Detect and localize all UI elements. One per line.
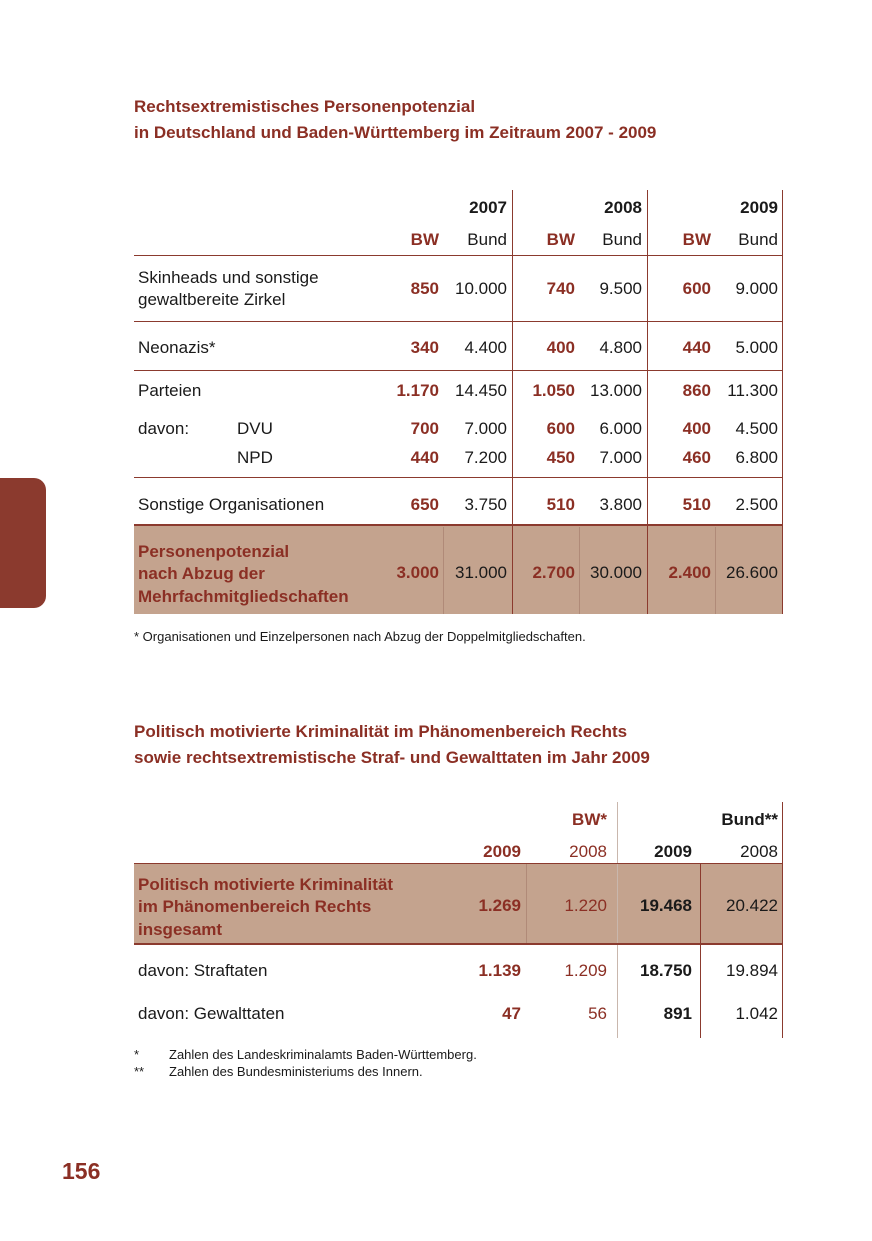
table2-year: 2008 bbox=[740, 842, 778, 861]
row-label: Skinheads und sonstige bbox=[138, 268, 319, 287]
value-cell: 6.000 bbox=[599, 419, 642, 438]
table2-total-label: im Phänomenbereich Rechts bbox=[138, 897, 372, 916]
value-cell: 440 bbox=[682, 338, 711, 357]
value-cell: 4.400 bbox=[464, 338, 507, 357]
row-label: Sonstige Organisationen bbox=[138, 495, 325, 514]
page-number: 156 bbox=[62, 1158, 101, 1184]
value-cell: 4.800 bbox=[599, 338, 642, 357]
value-cell: 3.750 bbox=[464, 495, 507, 514]
table2-title bbox=[134, 719, 650, 771]
value-cell: 7.000 bbox=[599, 448, 642, 467]
value-cell: 47 bbox=[502, 1004, 521, 1023]
table1-subheader-bw: BW bbox=[682, 230, 711, 249]
value-cell: 1.139 bbox=[478, 961, 521, 980]
chapter-tab-marker bbox=[0, 478, 46, 608]
table1-subheader-bund: Bund bbox=[467, 230, 507, 249]
value-cell: 9.000 bbox=[735, 279, 778, 298]
value-cell: 1.209 bbox=[564, 961, 607, 980]
value-cell: 400 bbox=[546, 338, 575, 357]
table1-rule bbox=[134, 255, 783, 256]
table2-year: 2009 bbox=[654, 842, 692, 861]
value-cell: 3.800 bbox=[599, 495, 642, 514]
table1-rule bbox=[134, 321, 783, 322]
table1-year-2009: 2009 bbox=[740, 198, 778, 217]
total-value-cell: 3.000 bbox=[396, 563, 439, 582]
table2-total-label: Politisch motivierte Kriminalität bbox=[138, 875, 394, 894]
value-cell: 700 bbox=[410, 419, 439, 438]
table1-total-label: Personenpotenzial bbox=[138, 542, 290, 561]
table1-title bbox=[134, 94, 656, 146]
table1-subheader-bw: BW bbox=[410, 230, 439, 249]
value-cell: 850 bbox=[410, 279, 439, 298]
table1-rule bbox=[134, 477, 783, 478]
table2-footnote-mark: * bbox=[134, 1047, 140, 1062]
value-cell: 460 bbox=[682, 448, 711, 467]
table2-title-line2: sowie rechtsextremistische Straf- und Gewalttaten im Jahr 2009 bbox=[134, 748, 650, 767]
value-cell: 7.200 bbox=[464, 448, 507, 467]
value-cell: 1.050 bbox=[532, 381, 575, 400]
value-cell: 740 bbox=[546, 279, 575, 298]
value-cell: 4.500 bbox=[735, 419, 778, 438]
total-value-cell: 2.400 bbox=[668, 563, 711, 582]
total-value-cell: 2.700 bbox=[532, 563, 575, 582]
table1-footnote: * Organisationen und Einzelpersonen nach Abzug der Doppelmitgliedschaften. bbox=[134, 629, 586, 644]
table1-rule bbox=[134, 524, 783, 526]
table2-group-bw: BW* bbox=[572, 810, 607, 829]
value-cell: 400 bbox=[682, 419, 711, 438]
table2-title-line1: Politisch motivierte Kriminalität im Phänomenbereich Rechts bbox=[134, 722, 628, 741]
table1-title-line1: Rechtsextremistisches Personenpotenzial bbox=[134, 97, 476, 116]
value-cell: 510 bbox=[546, 495, 575, 514]
row-label: Parteien bbox=[138, 381, 202, 400]
value-cell: 6.800 bbox=[735, 448, 778, 467]
value-cell: 10.000 bbox=[455, 279, 507, 298]
value-cell: 450 bbox=[546, 448, 575, 467]
value-cell: 9.500 bbox=[599, 279, 642, 298]
value-cell: 860 bbox=[682, 381, 711, 400]
total-value-cell: 1.269 bbox=[478, 896, 521, 915]
value-cell: 340 bbox=[410, 338, 439, 357]
value-cell: 600 bbox=[682, 279, 711, 298]
row-sublabel: DVU bbox=[237, 419, 273, 438]
table1-title-line2: in Deutschland und Baden-Württemberg im Zeitraum 2007 - 2009 bbox=[134, 123, 657, 142]
total-value-cell: 1.220 bbox=[564, 896, 607, 915]
row-label: davon: bbox=[138, 419, 190, 438]
value-cell: 1.170 bbox=[396, 381, 439, 400]
value-cell: 1.042 bbox=[735, 1004, 778, 1023]
table1-subheader-bund: Bund bbox=[738, 230, 778, 249]
table1-divider bbox=[647, 190, 648, 614]
value-cell: 440 bbox=[410, 448, 439, 467]
value-cell: 5.000 bbox=[735, 338, 778, 357]
value-cell: 11.300 bbox=[727, 381, 778, 400]
table1-subheader-bund: Bund bbox=[602, 230, 642, 249]
table2-footnote-mark: ** bbox=[134, 1064, 145, 1079]
value-cell: 14.450 bbox=[455, 381, 507, 400]
table1-year-2007: 2007 bbox=[469, 198, 507, 217]
table2-footnote-text: Zahlen des Landeskriminalamts Baden-Württemberg. bbox=[169, 1047, 477, 1062]
total-value-cell: 26.600 bbox=[726, 563, 778, 582]
total-value-cell: 30.000 bbox=[590, 563, 642, 582]
table2-footnote-text: Zahlen des Bundesministeriums des Innern. bbox=[169, 1064, 423, 1079]
value-cell: 2.500 bbox=[735, 495, 778, 514]
table2-rule bbox=[134, 863, 783, 864]
value-cell: 56 bbox=[588, 1004, 607, 1023]
table1-subheader-bw: BW bbox=[546, 230, 575, 249]
table2-year: 2008 bbox=[569, 842, 607, 861]
table2-year: 2009 bbox=[483, 842, 521, 861]
total-value-cell: 31.000 bbox=[455, 563, 507, 582]
table1-total-label: Mehrfachmitgliedschaften bbox=[138, 587, 349, 606]
value-cell: 650 bbox=[410, 495, 439, 514]
table2-rule bbox=[134, 943, 783, 945]
row-sublabel: NPD bbox=[237, 448, 273, 467]
value-cell: 13.000 bbox=[590, 381, 642, 400]
table1-divider bbox=[512, 190, 513, 614]
row-label: davon: Gewalttaten bbox=[138, 1004, 285, 1023]
value-cell: 600 bbox=[546, 419, 575, 438]
value-cell: 7.000 bbox=[464, 419, 507, 438]
row-label: davon: Straftaten bbox=[138, 961, 268, 980]
row-label: Neonazis* bbox=[138, 338, 216, 357]
table1-total-label: nach Abzug der bbox=[138, 564, 265, 583]
table1-year-2008: 2008 bbox=[604, 198, 642, 217]
value-cell: 18.750 bbox=[640, 961, 692, 980]
table2-divider bbox=[782, 802, 783, 1038]
table1-divider bbox=[782, 190, 783, 614]
row-label: gewaltbereite Zirkel bbox=[138, 290, 286, 309]
table2-group-bund: Bund** bbox=[721, 810, 778, 829]
table2-total-label: insgesamt bbox=[138, 920, 223, 939]
value-cell: 510 bbox=[682, 495, 711, 514]
value-cell: 891 bbox=[663, 1004, 692, 1023]
total-value-cell: 19.468 bbox=[640, 896, 692, 915]
table1-rule bbox=[134, 370, 783, 371]
value-cell: 19.894 bbox=[726, 961, 778, 980]
total-value-cell: 20.422 bbox=[726, 896, 778, 915]
